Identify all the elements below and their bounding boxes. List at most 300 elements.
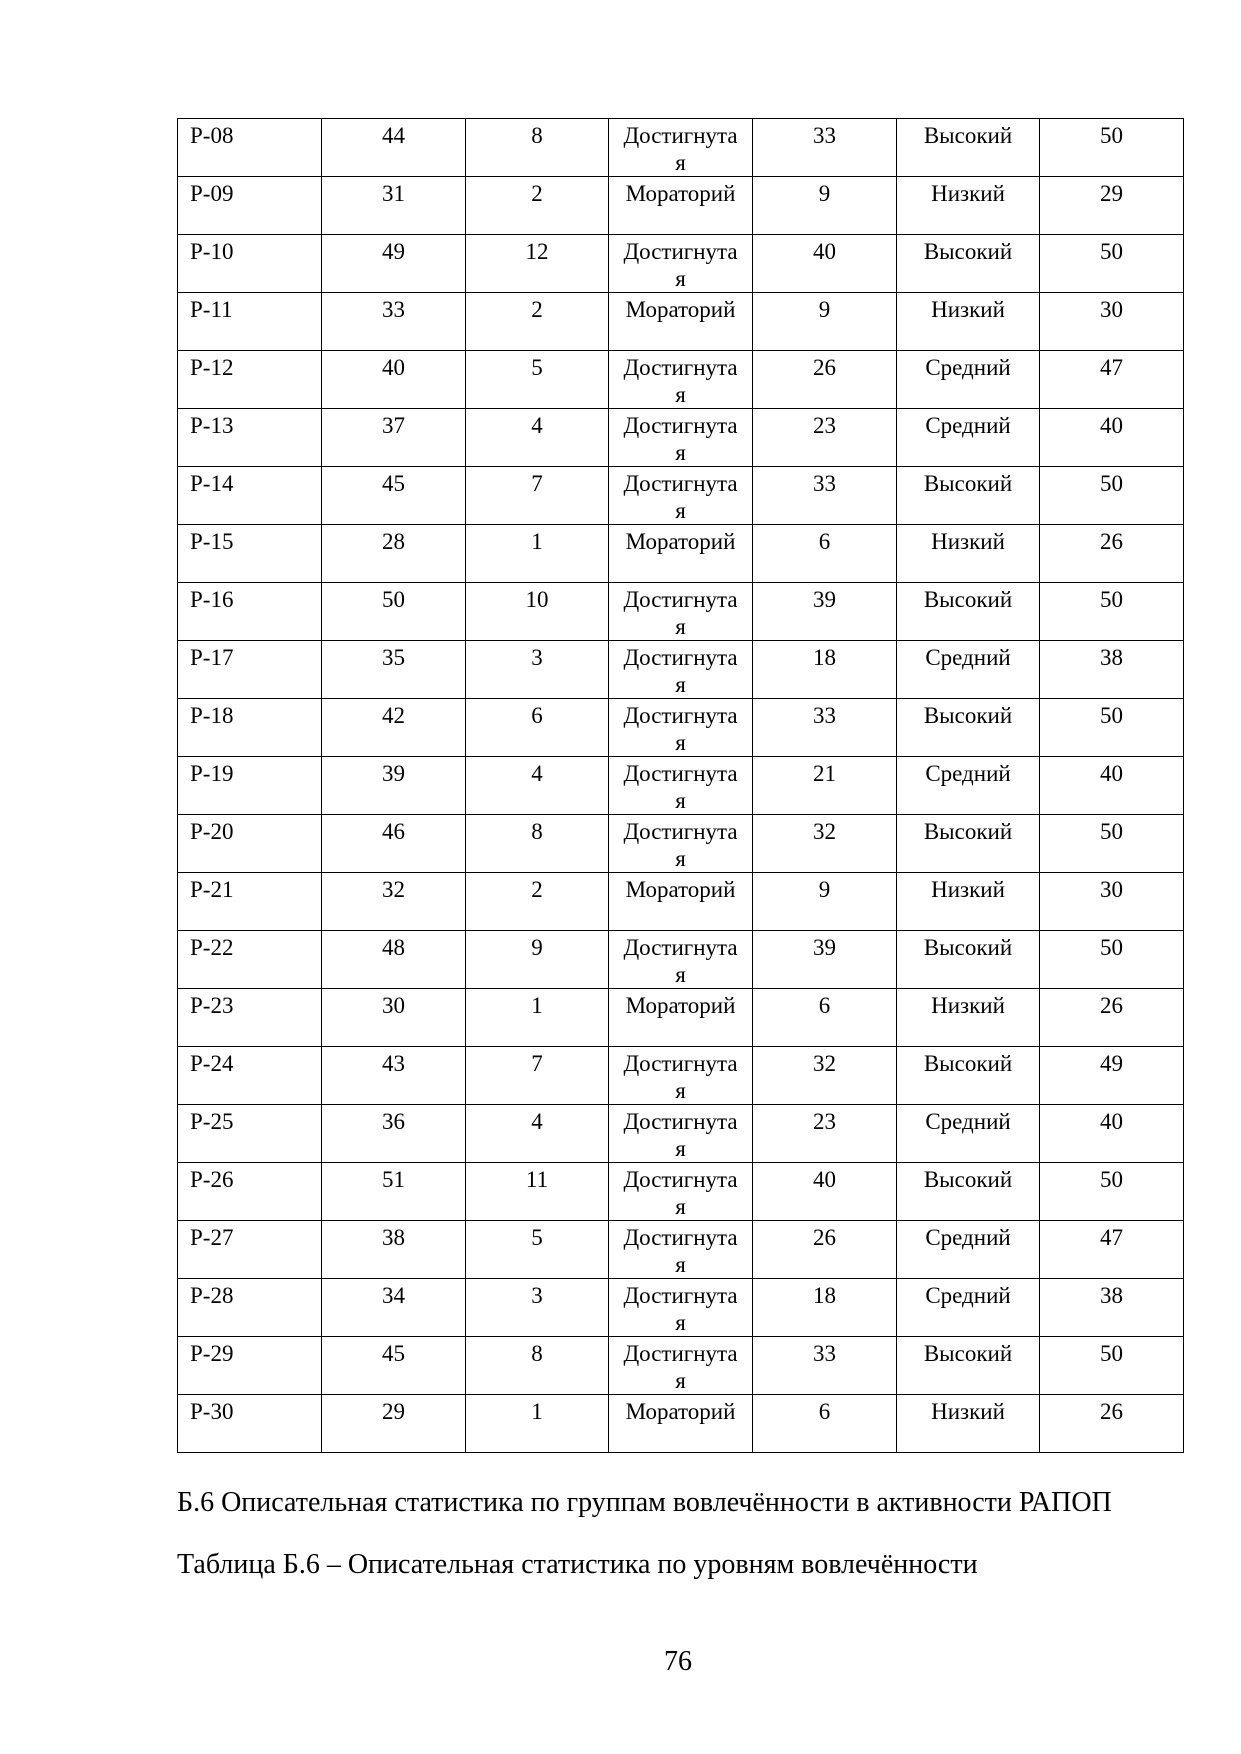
cell-score-4 (1040, 119, 1184, 177)
cell-score-2 (466, 293, 609, 351)
cell-identity-status (609, 177, 753, 235)
cell-participant-id (178, 409, 322, 467)
cell-score-4 (1040, 1105, 1184, 1163)
cell-score-2 (466, 583, 609, 641)
cell-score-1 (322, 1395, 466, 1453)
cell-text: 6 (531, 703, 543, 728)
cell-text: 30 (382, 993, 405, 1018)
cell-identity-status (609, 1395, 753, 1453)
cell-text: Средний (925, 1109, 1011, 1134)
cell-participant-id (178, 757, 322, 815)
cell-text: 33 (813, 703, 836, 728)
cell-identity-status (609, 757, 753, 815)
table-row (178, 1163, 1184, 1221)
cell-score-3 (753, 1221, 897, 1279)
cell-score-3 (753, 1279, 897, 1337)
cell-text: 33 (813, 1341, 836, 1366)
cell-text: Р-26 (190, 1167, 234, 1192)
cell-text: 40 (813, 1167, 836, 1192)
cell-score-3 (753, 989, 897, 1047)
cell-engagement-level (897, 583, 1040, 641)
cell-text: 21 (813, 761, 836, 786)
cell-text: 33 (813, 123, 836, 148)
cell-score-2 (466, 409, 609, 467)
cell-score-4 (1040, 1047, 1184, 1105)
cell-text: Высокий (923, 1341, 1013, 1366)
cell-text: 47 (1100, 1225, 1123, 1250)
cell-score-3 (753, 119, 897, 177)
cell-text: Высокий (923, 471, 1013, 496)
cell-participant-id (178, 119, 322, 177)
cell-score-2 (466, 525, 609, 583)
cell-engagement-level (897, 177, 1040, 235)
cell-score-1 (322, 1221, 466, 1279)
cell-identity-status (609, 641, 753, 699)
cell-text: Низкий (931, 993, 1005, 1018)
cell-text: 50 (1100, 587, 1123, 612)
cell-text: 50 (1100, 935, 1123, 960)
table-caption: Таблица Б.6 – Описательная статистика по уровням вовлечённости (177, 1549, 978, 1580)
cell-score-3 (753, 1337, 897, 1395)
cell-text: 50 (382, 587, 405, 612)
cell-text: 8 (531, 123, 543, 148)
cell-text: 7 (531, 1051, 543, 1076)
cell-score-3 (753, 757, 897, 815)
cell-text: Достигнутая (623, 703, 738, 755)
cell-text: 30 (1100, 297, 1123, 322)
cell-text: 2 (531, 297, 543, 322)
cell-score-2 (466, 757, 609, 815)
cell-engagement-level (897, 1279, 1040, 1337)
cell-text: Достигнутая (623, 1167, 738, 1219)
table-row (178, 525, 1184, 583)
cell-text: 11 (525, 1167, 549, 1192)
cell-text: 42 (382, 703, 405, 728)
cell-text: Р-13 (190, 413, 234, 438)
cell-engagement-level (897, 1163, 1040, 1221)
cell-participant-id (178, 467, 322, 525)
cell-participant-id (178, 989, 322, 1047)
cell-text: Высокий (923, 935, 1013, 960)
cell-text: 50 (1100, 123, 1123, 148)
cell-text: Высокий (923, 819, 1013, 844)
cell-text: Низкий (931, 529, 1005, 554)
cell-score-4 (1040, 699, 1184, 757)
cell-text: Достигнутая (623, 413, 738, 465)
cell-score-1 (322, 873, 466, 931)
cell-text: Средний (925, 761, 1011, 786)
cell-text: 51 (382, 1167, 405, 1192)
cell-text: Р-25 (190, 1109, 234, 1134)
cell-score-3 (753, 873, 897, 931)
cell-text: Средний (925, 1283, 1011, 1308)
cell-participant-id (178, 1163, 322, 1221)
cell-text: Р-23 (190, 993, 234, 1018)
cell-text: Достигнутая (623, 1051, 738, 1103)
page-number: 76 (664, 1646, 692, 1677)
cell-score-3 (753, 641, 897, 699)
cell-identity-status (609, 1337, 753, 1395)
cell-score-4 (1040, 293, 1184, 351)
cell-text: 6 (818, 1399, 831, 1424)
cell-participant-id (178, 525, 322, 583)
cell-text: Р-30 (190, 1399, 234, 1424)
cell-text: Достигнутая (623, 1283, 738, 1335)
cell-text: 26 (1100, 993, 1123, 1018)
cell-score-3 (753, 409, 897, 467)
cell-text: Достигнутая (623, 819, 738, 871)
cell-score-2 (466, 931, 609, 989)
cell-identity-status (609, 699, 753, 757)
cell-score-2 (466, 989, 609, 1047)
table-row (178, 119, 1184, 177)
table-row (178, 1395, 1184, 1453)
cell-score-3 (753, 1047, 897, 1105)
cell-text: 5 (531, 355, 543, 380)
cell-text: Р-09 (190, 181, 234, 206)
cell-text: 1 (531, 529, 543, 554)
cell-text: Достигнутая (623, 239, 738, 291)
cell-text: Р-29 (190, 1341, 234, 1366)
table-row (178, 1047, 1184, 1105)
cell-text: 40 (1100, 761, 1123, 786)
cell-text: 2 (531, 181, 543, 206)
table-row (178, 989, 1184, 1047)
cell-text: Р-27 (190, 1225, 234, 1250)
cell-text: Достигнутая (623, 1341, 738, 1393)
cell-score-4 (1040, 1221, 1184, 1279)
cell-score-4 (1040, 525, 1184, 583)
cell-text: 33 (813, 471, 836, 496)
cell-participant-id (178, 177, 322, 235)
cell-score-2 (466, 1279, 609, 1337)
cell-text: 36 (382, 1109, 405, 1134)
cell-text: 38 (1100, 1283, 1123, 1308)
cell-score-4 (1040, 873, 1184, 931)
cell-score-1 (322, 1163, 466, 1221)
cell-identity-status (609, 351, 753, 409)
cell-text: 9 (531, 935, 543, 960)
cell-text: Достигнутая (623, 645, 738, 697)
cell-identity-status (609, 873, 753, 931)
table-row (178, 641, 1184, 699)
cell-score-2 (466, 815, 609, 873)
cell-engagement-level (897, 641, 1040, 699)
cell-text: 9 (818, 297, 831, 322)
cell-engagement-level (897, 1337, 1040, 1395)
cell-score-4 (1040, 583, 1184, 641)
cell-score-1 (322, 989, 466, 1047)
cell-identity-status (609, 989, 753, 1047)
cell-text: 6 (818, 529, 831, 554)
cell-text: 50 (1100, 1341, 1123, 1366)
cell-engagement-level (897, 873, 1040, 931)
cell-engagement-level (897, 1105, 1040, 1163)
cell-engagement-level (897, 235, 1040, 293)
cell-text: 38 (1100, 645, 1123, 670)
cell-text: 50 (1100, 239, 1123, 264)
cell-text: 43 (382, 1051, 405, 1076)
table-row (178, 1337, 1184, 1395)
cell-text: Достигнутая (623, 1109, 738, 1161)
cell-text: 28 (382, 529, 405, 554)
cell-identity-status (609, 815, 753, 873)
cell-identity-status (609, 293, 753, 351)
cell-text: 10 (525, 587, 549, 612)
cell-text: 40 (382, 355, 405, 380)
cell-text: 50 (1100, 703, 1123, 728)
cell-text: 8 (531, 1341, 543, 1366)
cell-text: Р-08 (190, 123, 234, 148)
cell-text: 4 (531, 413, 543, 438)
cell-participant-id (178, 1105, 322, 1163)
cell-score-4 (1040, 467, 1184, 525)
cell-score-4 (1040, 931, 1184, 989)
cell-score-2 (466, 1221, 609, 1279)
cell-text: 3 (531, 1283, 543, 1308)
cell-score-4 (1040, 641, 1184, 699)
cell-identity-status (609, 525, 753, 583)
participants-table (177, 118, 1184, 1453)
cell-text: 1 (531, 1399, 543, 1424)
cell-score-1 (322, 1047, 466, 1105)
cell-score-2 (466, 1105, 609, 1163)
cell-text: Р-17 (190, 645, 234, 670)
cell-participant-id (178, 641, 322, 699)
cell-text: Низкий (931, 877, 1005, 902)
cell-text: 38 (382, 1225, 405, 1250)
table-row (178, 1105, 1184, 1163)
table-row (178, 873, 1184, 931)
cell-text: Мораторий (625, 529, 736, 554)
cell-identity-status (609, 235, 753, 293)
table-row (178, 1279, 1184, 1337)
cell-score-1 (322, 1105, 466, 1163)
cell-text: Достигнутая (623, 761, 738, 813)
cell-text: 39 (813, 935, 836, 960)
table-row (178, 293, 1184, 351)
table-row (178, 757, 1184, 815)
cell-text: Мораторий (625, 1399, 736, 1424)
cell-score-4 (1040, 1279, 1184, 1337)
table-body (178, 119, 1184, 1453)
cell-text: Достигнутая (623, 587, 738, 639)
cell-text: 30 (1100, 877, 1123, 902)
cell-text: 26 (1100, 1399, 1123, 1424)
table-row (178, 699, 1184, 757)
cell-text: 3 (531, 645, 543, 670)
cell-participant-id (178, 699, 322, 757)
cell-score-1 (322, 757, 466, 815)
cell-text: 40 (813, 239, 836, 264)
cell-text: 39 (382, 761, 405, 786)
cell-text: 26 (813, 1225, 836, 1250)
cell-score-1 (322, 351, 466, 409)
cell-engagement-level (897, 1047, 1040, 1105)
cell-score-2 (466, 699, 609, 757)
cell-score-3 (753, 815, 897, 873)
cell-score-3 (753, 1163, 897, 1221)
cell-text: 31 (382, 181, 405, 206)
cell-score-3 (753, 583, 897, 641)
cell-text: 39 (813, 587, 836, 612)
cell-identity-status (609, 1163, 753, 1221)
cell-text: 26 (813, 355, 836, 380)
cell-score-3 (753, 177, 897, 235)
cell-text: Р-22 (190, 935, 234, 960)
cell-score-1 (322, 583, 466, 641)
section-heading: Б.6 Описательная статистика по группам вовлечённости в активности РАПОП (177, 1487, 1112, 1518)
cell-text: 8 (531, 819, 543, 844)
cell-text: Высокий (923, 587, 1013, 612)
table-row (178, 583, 1184, 641)
cell-text: 40 (1100, 1109, 1123, 1134)
cell-engagement-level (897, 989, 1040, 1047)
cell-text: 47 (1100, 355, 1123, 380)
cell-text: Р-15 (190, 529, 234, 554)
cell-text: Низкий (931, 181, 1005, 206)
cell-score-1 (322, 1279, 466, 1337)
cell-identity-status (609, 467, 753, 525)
cell-text: 9 (818, 181, 831, 206)
cell-score-1 (322, 931, 466, 989)
cell-text: 49 (1100, 1051, 1123, 1076)
cell-participant-id (178, 583, 322, 641)
table-row (178, 815, 1184, 873)
cell-text: Р-14 (190, 471, 234, 496)
cell-text: 50 (1100, 1167, 1123, 1192)
cell-identity-status (609, 1047, 753, 1105)
cell-score-1 (322, 1337, 466, 1395)
table-row (178, 1221, 1184, 1279)
cell-score-3 (753, 467, 897, 525)
cell-text: 1 (531, 993, 543, 1018)
cell-participant-id (178, 293, 322, 351)
cell-text: Р-24 (190, 1051, 234, 1076)
cell-text: Достигнутая (623, 355, 738, 407)
cell-text: Мораторий (625, 993, 736, 1018)
cell-engagement-level (897, 1395, 1040, 1453)
cell-text: Достигнутая (623, 123, 738, 175)
cell-score-2 (466, 873, 609, 931)
cell-engagement-level (897, 293, 1040, 351)
cell-text: Достигнутая (623, 1225, 738, 1277)
cell-text: Средний (925, 645, 1011, 670)
cell-participant-id (178, 931, 322, 989)
table-row (178, 467, 1184, 525)
cell-engagement-level (897, 119, 1040, 177)
cell-text: 6 (818, 993, 831, 1018)
cell-score-2 (466, 177, 609, 235)
cell-text: Низкий (931, 297, 1005, 322)
cell-score-4 (1040, 1163, 1184, 1221)
cell-score-2 (466, 235, 609, 293)
cell-text: Высокий (923, 1167, 1013, 1192)
cell-text: Мораторий (625, 297, 736, 322)
cell-text: 18 (813, 1283, 836, 1308)
cell-text: Р-19 (190, 761, 234, 786)
cell-score-1 (322, 177, 466, 235)
cell-score-4 (1040, 351, 1184, 409)
cell-score-3 (753, 235, 897, 293)
cell-text: 46 (382, 819, 405, 844)
cell-text: Достигнутая (623, 471, 738, 523)
cell-engagement-level (897, 467, 1040, 525)
cell-text: 40 (1100, 413, 1123, 438)
cell-text: 32 (813, 819, 836, 844)
cell-text: 12 (525, 239, 549, 264)
cell-score-2 (466, 1337, 609, 1395)
cell-text: Р-21 (190, 877, 234, 902)
cell-text: Высокий (923, 703, 1013, 728)
cell-text: 45 (382, 1341, 405, 1366)
cell-identity-status (609, 119, 753, 177)
cell-text: 23 (813, 413, 836, 438)
cell-score-1 (322, 119, 466, 177)
cell-participant-id (178, 873, 322, 931)
cell-participant-id (178, 1221, 322, 1279)
cell-engagement-level (897, 409, 1040, 467)
cell-text: Мораторий (625, 877, 736, 902)
cell-engagement-level (897, 525, 1040, 583)
cell-text: Р-16 (190, 587, 234, 612)
cell-participant-id (178, 1279, 322, 1337)
cell-engagement-level (897, 699, 1040, 757)
cell-text: 5 (531, 1225, 543, 1250)
cell-score-2 (466, 641, 609, 699)
cell-score-3 (753, 525, 897, 583)
cell-text: 29 (382, 1399, 405, 1424)
cell-participant-id (178, 1337, 322, 1395)
cell-text: 4 (531, 761, 543, 786)
cell-engagement-level (897, 757, 1040, 815)
cell-score-2 (466, 467, 609, 525)
cell-text: Достигнутая (623, 935, 738, 987)
table-row (178, 409, 1184, 467)
cell-score-4 (1040, 1395, 1184, 1453)
cell-text: 32 (382, 877, 405, 902)
cell-score-1 (322, 467, 466, 525)
cell-text: 7 (531, 471, 543, 496)
cell-score-4 (1040, 177, 1184, 235)
cell-score-4 (1040, 757, 1184, 815)
cell-score-3 (753, 1105, 897, 1163)
cell-text: Средний (925, 355, 1011, 380)
cell-score-2 (466, 351, 609, 409)
cell-text: Р-20 (190, 819, 234, 844)
cell-text: 50 (1100, 471, 1123, 496)
cell-text: Р-18 (190, 703, 234, 728)
cell-text: 50 (1100, 819, 1123, 844)
cell-identity-status (609, 1105, 753, 1163)
cell-text: 23 (813, 1109, 836, 1134)
cell-participant-id (178, 235, 322, 293)
cell-score-1 (322, 641, 466, 699)
cell-text: Р-28 (190, 1283, 234, 1308)
cell-text: 45 (382, 471, 405, 496)
cell-identity-status (609, 1221, 753, 1279)
cell-text: 33 (382, 297, 405, 322)
cell-score-1 (322, 699, 466, 757)
cell-text: Средний (925, 413, 1011, 438)
cell-score-3 (753, 1395, 897, 1453)
cell-text: Р-10 (190, 239, 234, 264)
cell-text: Высокий (923, 123, 1013, 148)
cell-score-1 (322, 409, 466, 467)
cell-text: 37 (382, 413, 405, 438)
cell-score-2 (466, 1047, 609, 1105)
cell-identity-status (609, 931, 753, 989)
